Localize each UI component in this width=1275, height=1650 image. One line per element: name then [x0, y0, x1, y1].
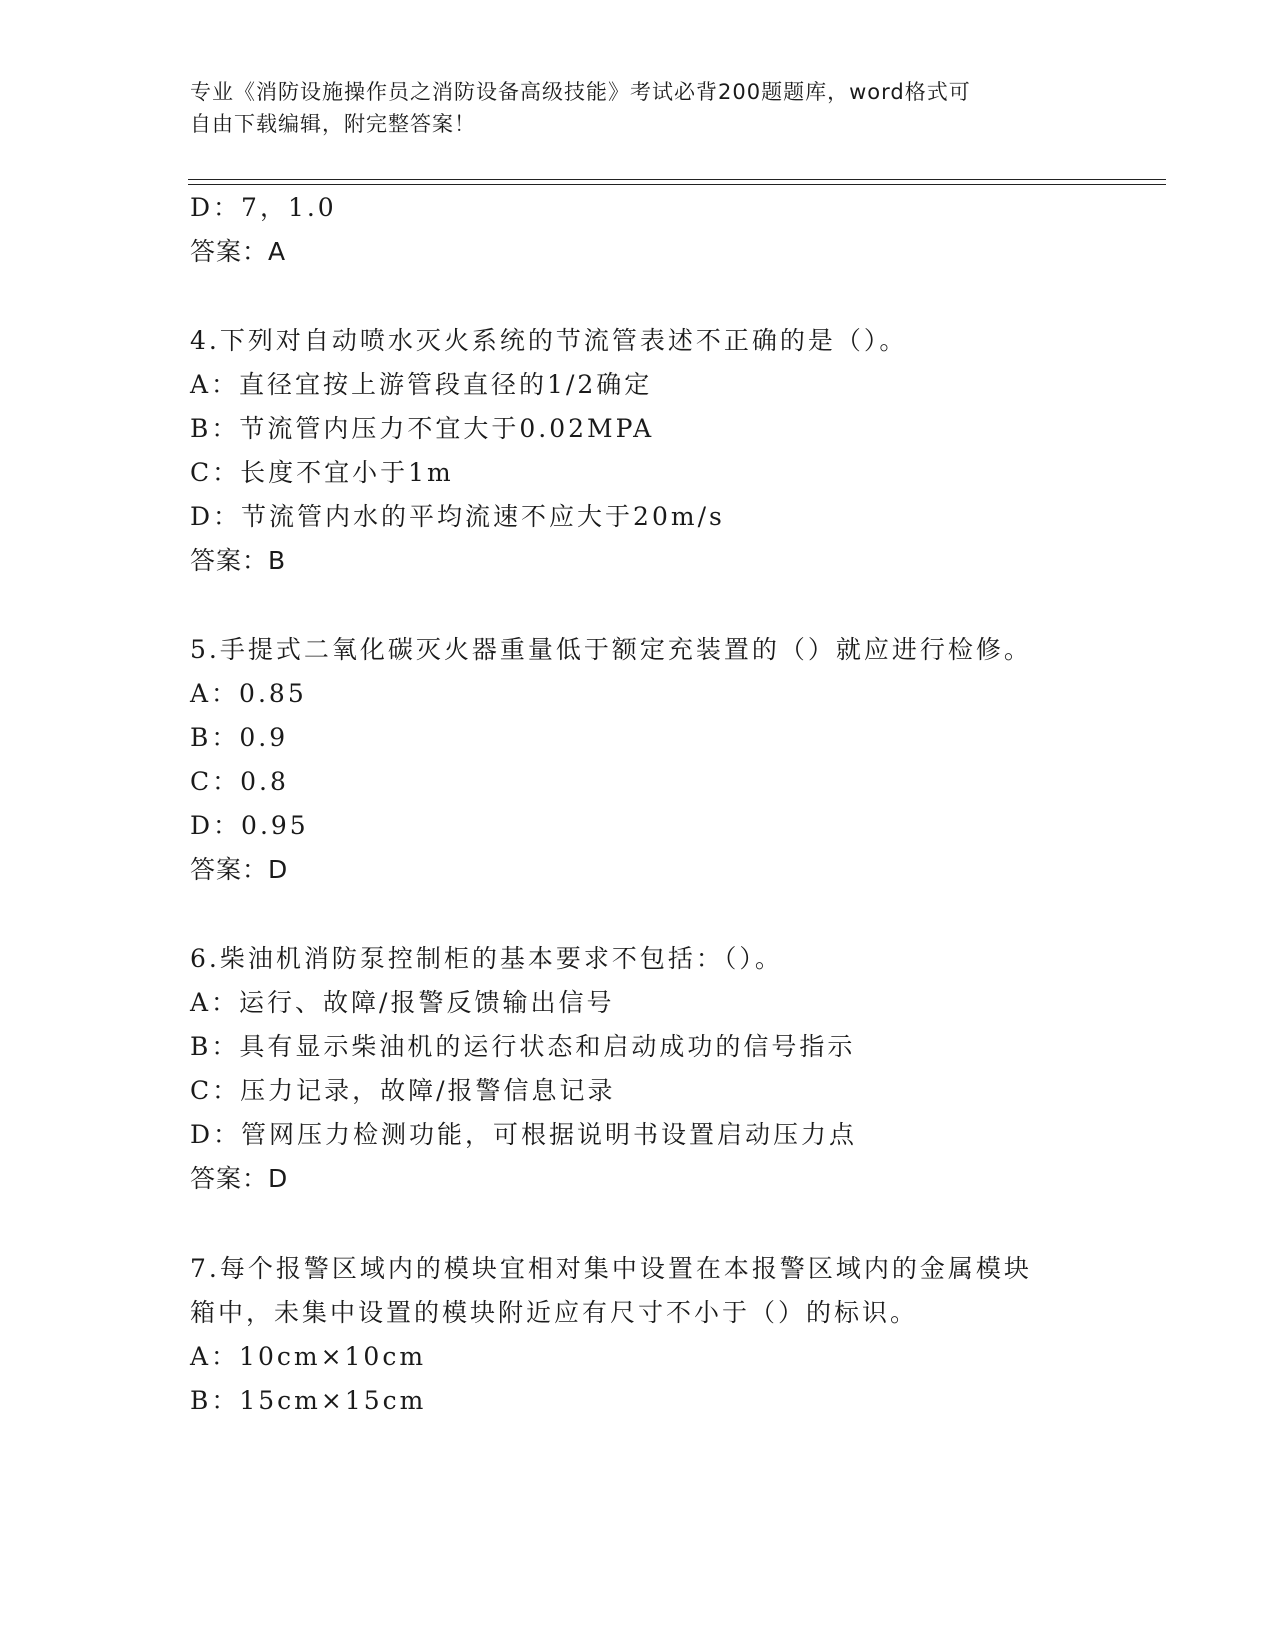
- q5-option-b: B：0.9: [190, 723, 289, 752]
- q3-option-d: D：7，1.0: [190, 193, 337, 222]
- q5-option-c: C：0.8: [190, 767, 289, 796]
- page-header: [190, 76, 1090, 140]
- header-line-1: 专业《消防设施操作员之消防设备高级技能》考试必背200题题库，word格式可: [190, 80, 971, 104]
- q4-stem: 4.下列对自动喷水灭火系统的节流管表述不正确的是（）。: [190, 326, 908, 355]
- q4-option-a: A：直径宜按上游管段直径的1/2确定: [190, 370, 653, 399]
- header-divider-top: [188, 179, 1166, 180]
- q4-option-b: B：节流管内压力不宜大于0.02MPA: [190, 414, 655, 443]
- q6-option-c: C：压力记录，故障/报警信息记录: [190, 1076, 616, 1105]
- header-divider-bottom: [188, 184, 1166, 185]
- q6-option-a: A：运行、故障/报警反馈输出信号: [190, 988, 615, 1017]
- q7-option-a: A：10cm×10cm: [190, 1342, 427, 1371]
- q4-option-d: D：节流管内水的平均流速不应大于20m/s: [190, 502, 725, 531]
- q5-option-d: D：0.95: [190, 811, 309, 840]
- q6-option-b: B：具有显示柴油机的运行状态和启动成功的信号指示: [190, 1032, 856, 1061]
- header-line-2: 自由下载编辑，附完整答案！: [190, 112, 476, 136]
- q6-answer: 答案：D: [190, 1164, 289, 1193]
- q5-answer: 答案：D: [190, 855, 289, 884]
- q6-option-d: D：管网压力检测功能，可根据说明书设置启动压力点: [190, 1120, 858, 1149]
- q4-option-c: C：长度不宜小于1m: [190, 458, 454, 487]
- q7-stem-line-1: 7.每个报警区域内的模块宜相对集中设置在本报警区域内的金属模块: [190, 1254, 1032, 1283]
- q4-answer: 答案：B: [190, 546, 287, 575]
- q5-stem: 5.手提式二氧化碳灭火器重量低于额定充装置的（）就应进行检修。: [190, 635, 1032, 664]
- q7-option-b: B：15cm×15cm: [190, 1386, 427, 1415]
- q5-option-a: A：0.85: [190, 679, 307, 708]
- q3-answer: 答案：A: [190, 237, 287, 266]
- q7-stem-line-2: 箱中，未集中设置的模块附近应有尺寸不小于（）的标识。: [190, 1298, 919, 1327]
- q6-stem: 6.柴油机消防泵控制柜的基本要求不包括：（）。: [190, 944, 783, 973]
